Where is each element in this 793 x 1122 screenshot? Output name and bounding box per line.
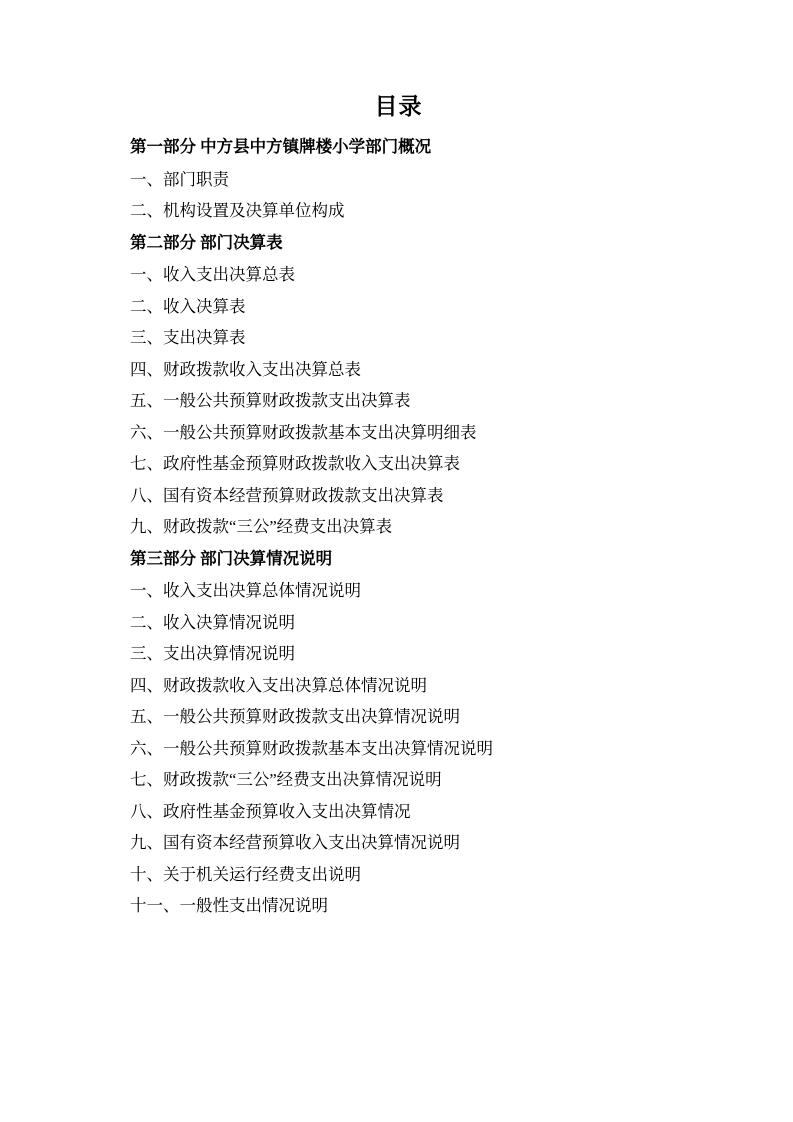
toc-item[interactable]: 八、政府性基金预算收入支出决算情况 xyxy=(130,801,411,821)
toc-item[interactable]: 二、收入决算表 xyxy=(130,296,246,316)
toc-item[interactable]: 九、财政拨款“三公”经费支出决算表 xyxy=(130,517,393,536)
toc-part-heading[interactable]: 第三部分 部门决算情况说明 xyxy=(130,548,333,568)
toc-part-heading[interactable]: 第二部分 部门决算表 xyxy=(130,232,283,252)
toc-item[interactable]: 六、一般公共预算财政拨款基本支出决算明细表 xyxy=(130,422,477,442)
toc-item[interactable]: 三、支出决算表 xyxy=(130,328,246,347)
toc-item[interactable]: 一、收入支出决算总表 xyxy=(130,265,295,284)
toc-item[interactable]: 四、财政拨款收入支出决算总体情况说明 xyxy=(130,675,427,695)
toc-item[interactable]: 七、财政拨款“三公”经费支出决算情况说明 xyxy=(130,770,442,789)
toc-item[interactable]: 五、一般公共预算财政拨款支出决算表 xyxy=(130,391,411,410)
page-title: 目录 xyxy=(374,94,423,119)
toc-item[interactable]: 八、国有资本经营预算财政拨款支出决算表 xyxy=(130,485,444,505)
toc-item[interactable]: 十、关于机关运行经费支出说明 xyxy=(130,864,361,884)
toc-item[interactable]: 二、收入决算情况说明 xyxy=(130,612,295,632)
toc-item[interactable]: 一、收入支出决算总体情况说明 xyxy=(130,581,361,600)
toc-item[interactable]: 二、机构设置及决算单位构成 xyxy=(130,201,345,220)
toc-item[interactable]: 一、部门职责 xyxy=(130,169,229,189)
toc-item[interactable]: 五、一般公共预算财政拨款支出决算情况说明 xyxy=(130,707,460,726)
toc-item[interactable]: 三、支出决算情况说明 xyxy=(130,644,295,663)
toc-item[interactable]: 六、一般公共预算财政拨款基本支出决算情况说明 xyxy=(130,738,493,758)
toc-item[interactable]: 九、国有资本经营预算收入支出决算情况说明 xyxy=(130,833,460,852)
table-of-contents xyxy=(130,139,673,915)
toc-part-heading[interactable]: 第一部分 中方县中方镇牌楼小学部门概况 xyxy=(130,137,432,156)
toc-item[interactable]: 四、财政拨款收入支出决算总表 xyxy=(130,359,361,379)
toc-item[interactable]: 十一、一般性支出情况说明 xyxy=(130,896,328,915)
toc-item[interactable]: 七、政府性基金预算财政拨款收入支出决算表 xyxy=(130,454,460,473)
